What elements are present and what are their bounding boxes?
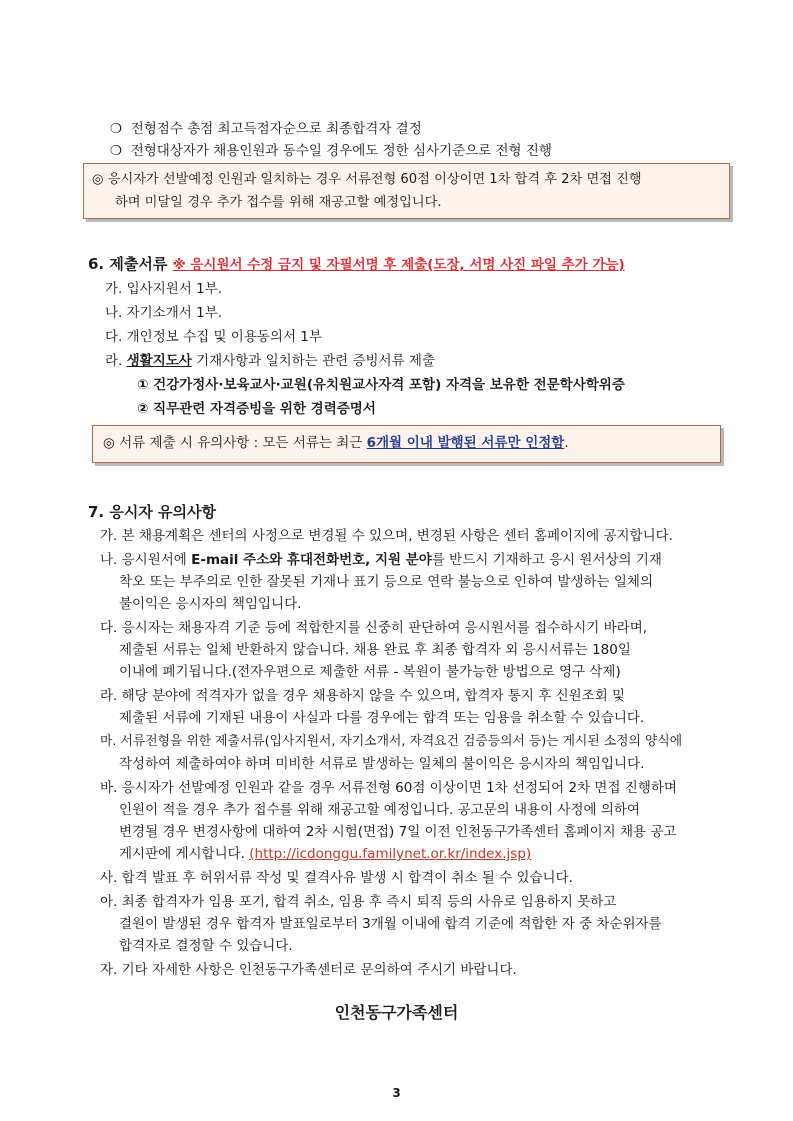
section-7-item-da-line-1: 다. 응시자는 채용자격 기준 등에 적합한지를 신중히 판단하여 응시원서를 접수하시기 바라며, xyxy=(100,620,648,636)
selection-bullet-2: ❍ 전형대상자가 채용인원과 동수일 경우에도 정한 심사기준으로 전형 진행 xyxy=(110,143,552,159)
section-7-item-ja: 자. 기타 자세한 사항은 인천동구가족센터로 문의하여 주시기 바랍니다. xyxy=(100,962,517,978)
section-7-item-na-line-3: 불이익은 응시자의 책임입니다. xyxy=(119,596,302,612)
bullet-symbol: ❍ xyxy=(110,121,123,137)
item-na-emphasis: E-mail 주소와 휴대전화번호, 지원 분야 xyxy=(191,552,432,568)
section-6-heading xyxy=(88,254,625,275)
section-7-item-a-line-1: 아. 최종 합격자가 임용 포기, 합격 취소, 임용 후 즉시 퇴직 등의 사유로 임용하지 못하고 xyxy=(100,894,617,910)
section-7-item-ra-line-1: 라. 해당 분야에 적격자가 없을 경우 채용하지 않을 수 있으며, 합격자 통지 후 신원조회 및 xyxy=(100,688,626,704)
documents-notice-emphasis: 6개월 이내 발행된 서류만 인정함 xyxy=(366,435,565,451)
section-7-item-ma-line-1: 마. 서류전형을 위한 제출서류(입사지원서, 자기소개서, 자격요건 검증등의서 등)는 게시된 소정의 양식에 xyxy=(100,734,683,749)
section-6-sub-1: ① 건강가정사·보육교사·교원(유치원교사자격 포함) 자격을 보유한 전문학사학위증 xyxy=(137,377,625,393)
section-7-item-da-line-2: 제출된 서류는 일체 반환하지 않습니다. 채용 완료 후 최종 합격자 외 응시서류는 180일 xyxy=(119,642,631,658)
section-6-title: 6. 제출서류 xyxy=(88,255,168,273)
selection-bullet-1: ❍ 전형점수 총점 최고득점자순으로 최종합격자 결정 xyxy=(110,121,422,137)
documents-notice-text: ◎ 서류 제출 시 유의사항 : 모든 서류는 최근 6개월 이내 발행된 서류만 인정함. xyxy=(103,435,569,451)
section-7-item-ba-line-2: 인원이 적을 경우 추가 접수를 위해 재공고할 예정입니다. 공고문의 내용이 사정에 의하여 xyxy=(119,802,640,818)
section-6-sub-2: ② 직무관련 자격증빙을 위한 경력증명서 xyxy=(137,401,376,417)
section-7-item-ba-line-1: 바. 응시자가 선발예정 인원과 같을 경우 서류전형 60점 이상이면 1차 선정되어 2차 면접 진행하며 xyxy=(100,780,677,796)
section-7-item-sa: 사. 합격 발표 후 허위서류 작성 및 결격사유 발생 시 합격이 취소 될 수 있습니다. xyxy=(100,870,573,886)
section-6-item-da: 다. 개인정보 수집 및 이용동의서 1부 xyxy=(105,329,322,345)
section-7-item-ba-line-3: 변경될 경우 변경사항에 대하여 2차 시험(면접) 7일 이전 인천동구가족센터 홈페이지 채용 공고 xyxy=(119,824,677,840)
section-7-item-ba-line-4: 게시판에 게시합니다. (http://icdonggu.familynet.or.kr/index.jsp) xyxy=(119,846,532,862)
item-ra-emphasis: 생활지도사 xyxy=(126,353,192,369)
homepage-link[interactable]: (http://icdonggu.familynet.or.kr/index.jsp) xyxy=(249,846,532,862)
section-7-item-ra-line-2: 제출된 서류에 기재된 내용이 사실과 다를 경우에는 합격 또는 임용을 취소할 수 있습니다. xyxy=(119,710,645,726)
notice-symbol: ◎ xyxy=(103,435,115,451)
page-number: 3 xyxy=(392,1086,401,1100)
section-7-heading: 7. 응시자 유의사항 xyxy=(88,503,217,521)
section-6-warning: ※ 응시원서 수정 금지 및 자필서명 후 제출(도장, 서명 사진 파일 추가 가능) xyxy=(172,257,625,273)
section-6-item-ga: 가. 입사지원서 1부. xyxy=(105,281,223,297)
section-6-item-na: 나. 자기소개서 1부. xyxy=(105,305,223,321)
section-6-item-ra: 라. 생활지도사 기재사항과 일치하는 관련 증빙서류 제출 xyxy=(105,353,435,369)
organization-name: 인천동구가족센터 xyxy=(334,1003,459,1022)
section-7-item-ma-line-2: 작성하여 제출하여야 하며 미비한 서류로 발생하는 일체의 불이익은 응시자의 책임입니다. xyxy=(119,756,645,772)
section-7-item-da-line-3: 이내에 폐기됩니다.(전자우편으로 제출한 서류 - 복원이 불가능한 방법으로 영구 삭제) xyxy=(119,664,621,680)
section-7-item-a-line-3: 합격자로 결정할 수 있습니다. xyxy=(119,938,293,954)
bullet-symbol: ❍ xyxy=(110,143,123,159)
section-7-item-na-line-2: 착오 또는 부주의로 인한 잘못된 기재나 표기 등으로 연락 불능으로 인하여 발생하는 일체의 xyxy=(119,574,654,590)
notice-symbol: ◎ xyxy=(92,172,104,187)
section-7-item-a-line-2: 결원이 발생된 경우 합격자 발표일로부터 3개월 이내에 합격 기준에 적합한 자 중 차순위자를 xyxy=(119,916,662,932)
selection-notice-line-1: ◎ 응시자가 선발예정 인원과 일치하는 경우 서류전형 60점 이상이면 1차 합격 후 2차 면접 진행 xyxy=(92,172,642,187)
section-7-item-na-line-1: 나. 응시원서에 E-mail 주소와 휴대전화번호, 지원 분야를 반드시 기재하고 응시 원서상의 기재 xyxy=(100,552,662,568)
section-7-item-ga: 가. 본 채용계획은 센터의 사정으로 변경될 수 있으며, 변경된 사항은 센터 홈페이지에 공지합니다. xyxy=(100,528,673,544)
selection-notice-line-2: 하며 미달일 경우 추가 접수를 위해 재공고할 예정입니다. xyxy=(115,195,442,210)
